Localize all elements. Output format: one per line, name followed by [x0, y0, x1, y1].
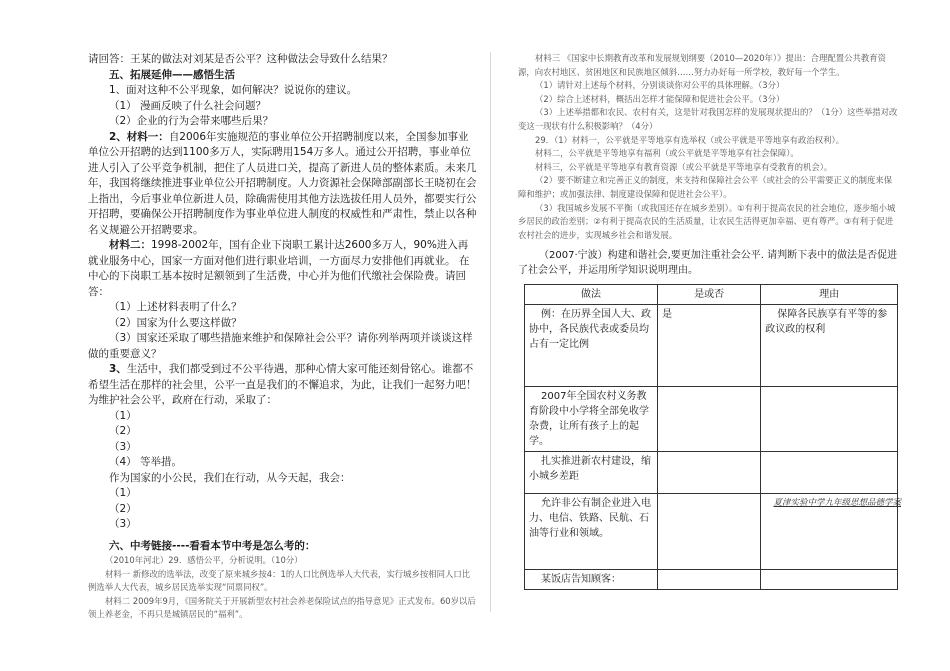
left-line: （3）国家还采取了哪些措施来维护和保障社会公平？请你列举两项并谈谈这样做的重要意义？ — [88, 332, 473, 360]
left-column — [88, 52, 478, 622]
left-line: （1） — [109, 409, 137, 422]
line-body: 自2006年实施规范的事业单位公开招聘制度以来，全国参加事业单位公开招聘的达到1100多万人，实际聘用154万多人。通过公开招聘，事业单位进人引入了公平竞争机制，把住了人员进口关，提高了新进人员的整体素质。未来几年，我国将继续推进事业单位公开招聘制度。人力资源社会保障部副部长王晓初在会上指出，今后事业单位新进人员，除确需使用其他方法选拔任用人员外，都要实行公开招聘，要确保公开招聘制度作为事业单位进人制度的权威性和严肃性，禁止以各种名义规避公开招聘要求。 — [88, 130, 477, 236]
left-line: （3） — [109, 518, 137, 530]
yes-no-cell: 是 — [658, 305, 761, 387]
yes-no-cell — [658, 452, 761, 494]
reason-cell — [761, 452, 898, 494]
right-line: 29．（1）材料一，公平就是平等地享有选举权（或公平就是平等地享有政治权利）。 — [535, 134, 845, 145]
left-line: （1） 漫画反映了什么社会问题？ — [109, 99, 267, 112]
left-line: （3） — [109, 440, 137, 453]
bold-label: 3、 — [109, 363, 127, 375]
right-text — [518, 52, 898, 278]
left-line — [88, 238, 478, 300]
right-line: （3）上述举措都和农民、农村有关，这是针对我国怎样的发展现状提出的？（1分）这些举措对改变这一现状有什么积极影响？（4分） — [518, 107, 898, 131]
right-line: （3）我国城乡发展不平衡（或我国还存在城乡差别）。①有利于提高农民的社会地位，逐步缩小城乡居民的政治差别；②有利于提高农民的生活质量，让农民生活得更加幸福、更有尊严。③有利于促进农村社会的进步，实现城乡社会和谐发展。 — [518, 202, 896, 240]
right-line: （2）综合上述材料，概括出怎样才能保障和促进社会公平。（3分） — [535, 93, 785, 104]
reason-cell — [761, 387, 898, 452]
right-line: 材料二，公平就是平等地享有福利（或公平就是平等地享有社会保障）。 — [535, 148, 799, 159]
header-reason: 理由 — [761, 285, 898, 305]
right-line: （1）请针对上述每个材料，分别谈谈你对公平的具体理解。（3分） — [535, 80, 785, 91]
line-body: 1998-2002年，国有企业下岗职工累计达2600多万人，90%进入再就业服务中心，国家一方面对他们进行职业培训，一方面尽力安排他们再就业。 在中心的下岗职工基本按时足额领到了生活费，中心并为他们代缴社会保险费。请回答： — [88, 239, 470, 298]
table-row — [525, 305, 898, 387]
table-header-row — [525, 285, 898, 305]
practice-cell: 扎实推进新农村建设，缩小城乡差距 — [525, 452, 658, 494]
table-row — [525, 494, 898, 570]
bold-label: 2、材料一： — [109, 130, 169, 143]
right-column — [518, 52, 901, 590]
left-line: （2） — [109, 425, 137, 437]
right-line: （2）要不断建立和完善正义的制度，来支持和保障社会公平（或社会的公平需要正义的制度来保障和维护；或加强法律、制度建设保障和促进社会公平）。 — [518, 175, 893, 199]
left-line: （2010年河北）29．感悟公平，分析说明。（10分） — [105, 555, 303, 565]
left-line: （2）国家为什么要这样做？ — [109, 316, 242, 329]
left-line — [88, 362, 478, 409]
left-line: （2）企业的行为会带来哪些后果？ — [109, 115, 274, 127]
practice-cell: 例：在历界全国人大、政协中，各民族代表或委员均占有一定比例 — [525, 305, 658, 387]
reason-cell: 保障各民族享有平等的参政议政的权利 — [761, 305, 898, 387]
practice-cell: 允许非公有制企业进入电力、电信、铁路、民航、石油等行业和领域。 — [525, 494, 658, 570]
practice-cell: 2007年全国农村义务教育阶段中小学将全部免收学杂费，让所有孩子上的起学。 — [525, 387, 658, 452]
left-line: 材料二 2009年9月，《国务院关于开展新型农村社会养老保险试点的指导意见》正式发布。60岁以后领上养老金，不再只是城镇居民的“福利”。 — [88, 595, 476, 620]
left-line: （4） 等举措。 — [109, 456, 183, 468]
reason-cell — [761, 494, 901, 570]
header-practice: 做法 — [525, 285, 658, 305]
left-line: 五、拓展延伸——感悟生活 — [109, 68, 235, 81]
reason-cell — [761, 570, 898, 590]
practice-cell: 某饭店告知顾客： — [525, 570, 658, 590]
right-line: （2007·宁波）构建和谐社会,要更加注重社会公平. 请判断下表中的做法是否促进了社会公平，并运用所学知识说明理由。 — [518, 250, 898, 277]
table-row — [525, 570, 898, 590]
left-line: （1）上述材料表明了什么？ — [109, 301, 242, 313]
left-line: 材料一 新修改的选举法，改变了原来城乡按4：1的人口比例选举人大代表，实行城乡按相同人口比例选举人大代表，城乡居民选举实现“同票同权”。 — [88, 568, 471, 593]
line-body: 生活中，我们都受到过不公平待遇，那种心情大家可能还刻骨铭心。谁都不希望生活在那样的社会里，公平一直是我们的不懈追求，为此，让我们一起努力吧！为维护社会公平，政府在行动，采取了： — [88, 363, 477, 406]
table-row — [525, 387, 898, 452]
yes-no-cell — [658, 494, 761, 570]
left-line: 作为国家的小公民，我们在行动，从今天起，我会： — [109, 471, 351, 484]
header-yes-no: 是或否 — [658, 285, 761, 305]
left-line: 请回答：王某的做法对刘某是否公平？这种做法会导致什么结果？ — [88, 53, 393, 65]
left-line: 六、中考链接----看看本节中考是怎么考的： — [109, 539, 316, 552]
left-line — [88, 130, 478, 239]
judgement-table — [524, 284, 901, 590]
school-signature: 夏津实验中学九年级思想品德学案 — [773, 498, 901, 509]
yes-no-cell — [658, 387, 761, 452]
right-line: 材料三，公平就是平等地享有教育资源（或公平就是平等地享有受教育的机会）。 — [535, 161, 833, 172]
right-line: 材料三 《国家中长期教育改革和发展规划纲要（2010—2020年）》提出：合理配置公共教育资源，向农村地区、贫困地区和民族地区倾斜……努力办好每一所学校，教好每一个学生。 — [518, 53, 886, 77]
yes-no-cell — [658, 570, 761, 590]
left-line: （1） — [109, 487, 137, 499]
bold-label: 材料二： — [109, 239, 151, 251]
column-divider — [490, 52, 491, 612]
left-line: 1、面对这种不公平现象，如何解决？说说你的建议。 — [109, 84, 358, 96]
table-row — [525, 452, 898, 494]
left-line: （2） — [109, 502, 137, 515]
